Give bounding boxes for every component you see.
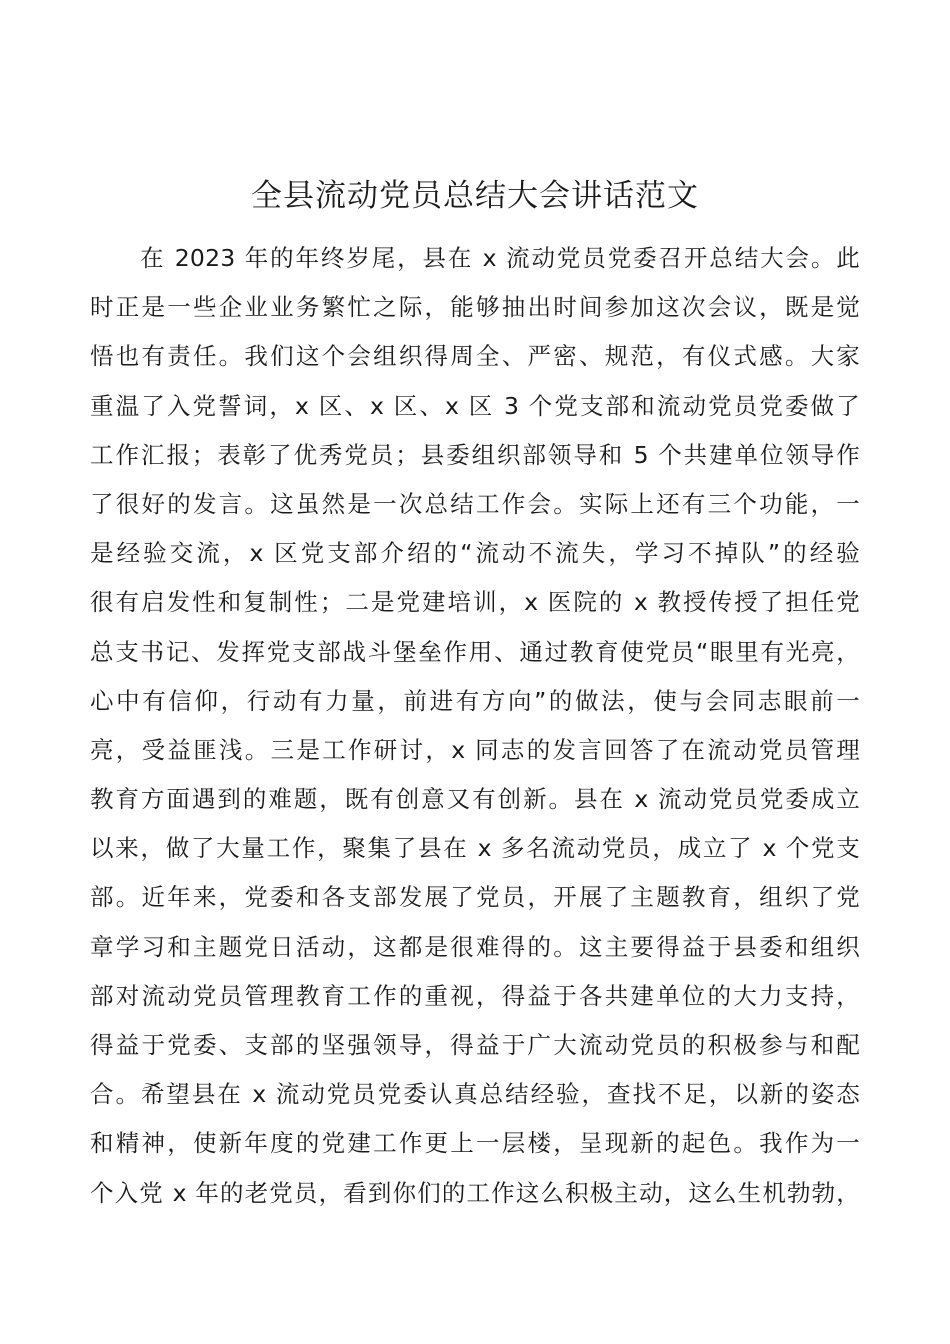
paragraph-line: 以来，做了大量工作，聚集了县在 x 多名流动党员，成立了 x 个党支 <box>90 834 860 863</box>
paragraph-line: 和精神，使新年度的党建工作更上一层楼，呈现新的起色。我作为一 <box>90 1129 860 1158</box>
document-title: 全县流动党员总结大会讲话范文 <box>251 178 699 214</box>
paragraph-line: 教育方面遇到的难题，既有创意又有创新。县在 x 流动党员党委成立 <box>90 785 860 814</box>
paragraph-line: 时正是一些企业业务繁忙之际，能够抽出时间参加这次会议，既是觉 <box>90 293 860 322</box>
paragraph-line: 总支书记、发挥党支部战斗堡垒作用、通过教育使党员“眼里有光亮， <box>90 637 860 666</box>
paragraph-line: 心中有信仰，行动有力量，前进有方向”的做法，使与会同志眼前一 <box>90 686 860 715</box>
paragraph-line: 得益于党委、支部的坚强领导，得益于广大流动党员的积极参与和配 <box>90 1031 860 1059</box>
paragraph-line: 重温了入党誓词，x 区、x 区、x 区 3 个党支部和流动党员党委做了 <box>90 391 860 420</box>
paragraph-line: 是经验交流，x 区党支部介绍的“流动不流失，学习不掉队”的经验 <box>90 539 860 568</box>
paragraph-line: 亮，受益匪浅。三是工作研讨，x 同志的发言回答了在流动党员管理 <box>90 735 860 764</box>
paragraph-line: 章学习和主题党日活动，这都是很难得的。这主要得益于县委和组织 <box>90 932 860 961</box>
paragraph-line: 了很好的发言。这虽然是一次总结工作会。实际上还有三个功能，一 <box>90 489 860 518</box>
paragraph-line: 部对流动党员管理教育工作的重视，得益于各共建单位的大力支持， <box>90 981 860 1010</box>
paragraph-line: 合。希望县在 x 流动党员党委认真总结经验，查找不足，以新的姿态 <box>90 1080 860 1109</box>
paragraph-line: 很有启发性和复制性；二是党建培训，x 医院的 x 教授传授了担任党 <box>90 588 860 617</box>
paragraph-line: 在 2023 年的年终岁尾，县在 x 流动党员党委召开总结大会。此 <box>140 244 860 272</box>
paragraph-line: 个入党 x 年的老党员，看到你们的工作这么积极主动，这么生机勃勃， <box>90 1178 860 1207</box>
paragraph-line: 部。近年来，党委和各支部发展了党员，开展了主题教育，组织了党 <box>90 883 860 912</box>
paragraph-line: 悟也有责任。我们这个会组织得周全、严密、规范，有仪式感。大家 <box>90 342 860 371</box>
paragraph-line: 工作汇报；表彰了优秀党员；县委组织部领导和 5 个共建单位领导作 <box>90 440 860 469</box>
document-body <box>90 234 860 1218</box>
